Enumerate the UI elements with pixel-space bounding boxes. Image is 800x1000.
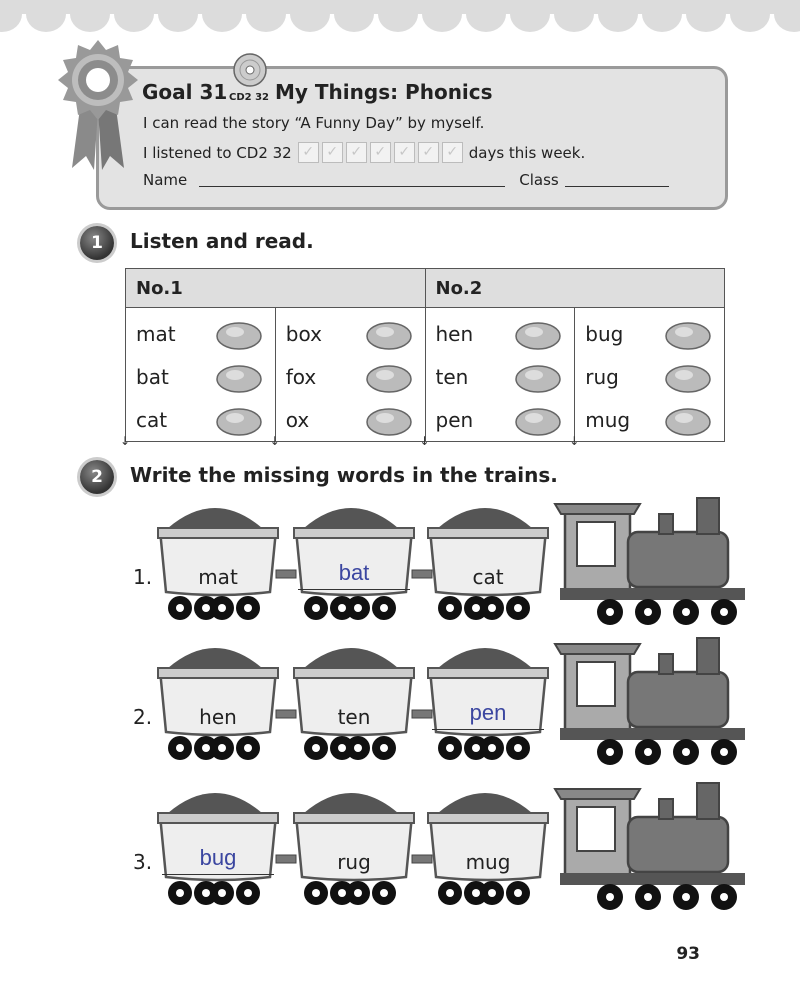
listening-suffix: days this week. (468, 143, 586, 162)
word-item (286, 312, 425, 355)
answer-text[interactable]: bat (338, 560, 370, 585)
word-text: pen (435, 407, 474, 432)
word-text: mug (585, 407, 631, 432)
word-item (286, 355, 425, 398)
word-text: ox (285, 407, 310, 432)
word-item (136, 312, 275, 355)
check-box[interactable]: ✓ (394, 142, 415, 163)
check-box[interactable]: ✓ (442, 142, 463, 163)
award-ribbon-icon (58, 38, 138, 178)
word-text: cat (136, 407, 168, 432)
cd-icon (232, 52, 268, 88)
goal-statement: I can read the story “A Funny Day” by myself. (143, 114, 485, 132)
word-item (136, 355, 275, 398)
word-text: box (285, 321, 322, 346)
word-text: bug (585, 321, 624, 346)
car-word: mug (465, 850, 511, 874)
bat-picture-icon (211, 357, 267, 397)
mug-picture-icon (660, 400, 716, 440)
train-number: 3. (133, 850, 153, 874)
word-column (569, 308, 725, 448)
class-label: Class (519, 171, 559, 189)
section-number: 1 (80, 226, 114, 260)
answer-line[interactable] (162, 874, 274, 875)
down-arrow-icon: ↓ (120, 434, 131, 448)
word-item (136, 398, 275, 441)
section-title: Write the missing words in the trains. (130, 463, 558, 487)
bug-picture-icon (660, 314, 716, 354)
mat-picture-icon (211, 314, 267, 354)
word-item (585, 312, 724, 355)
word-column (419, 308, 575, 448)
answer-line[interactable] (298, 589, 410, 590)
check-box[interactable]: ✓ (418, 142, 439, 163)
ten-picture-icon (510, 357, 566, 397)
answer-text[interactable]: pen (469, 700, 507, 725)
word-item (436, 312, 575, 355)
name-field[interactable] (199, 172, 505, 187)
car-word: hen (199, 705, 237, 729)
name-class-row (143, 171, 669, 189)
word-item (436, 398, 575, 441)
check-boxes (298, 142, 463, 163)
word-text: rug (585, 364, 619, 389)
down-arrow-icon: ↓ (269, 434, 280, 448)
word-text: mat (136, 321, 176, 346)
car-word: mat (198, 565, 238, 589)
page-title: My Things: Phonics (275, 80, 493, 104)
train-number: 2. (133, 705, 153, 729)
pen-picture-icon (510, 400, 566, 440)
table-header-no2: No.2 (425, 269, 725, 308)
hen-picture-icon (510, 314, 566, 354)
word-item (286, 398, 425, 441)
scalloped-border (0, 0, 800, 34)
answer-text[interactable]: bug (199, 845, 237, 870)
name-label: Name (143, 171, 188, 189)
ox-picture-icon (361, 400, 417, 440)
check-box[interactable]: ✓ (370, 142, 391, 163)
word-item (585, 398, 724, 441)
check-box[interactable]: ✓ (298, 142, 319, 163)
fox-picture-icon (361, 357, 417, 397)
class-field[interactable] (565, 172, 669, 187)
word-item (436, 355, 575, 398)
word-text: fox (285, 364, 317, 389)
word-column (120, 308, 276, 448)
word-item (585, 355, 724, 398)
answer-line[interactable] (432, 729, 544, 730)
check-box[interactable]: ✓ (322, 142, 343, 163)
cat-picture-icon (211, 400, 267, 440)
box-picture-icon (361, 314, 417, 354)
word-text: ten (435, 364, 469, 389)
car-word: cat (472, 565, 504, 589)
down-arrow-icon: ↓ (569, 434, 580, 448)
rug-picture-icon (660, 357, 716, 397)
word-text: hen (435, 321, 474, 346)
page-number: 93 (676, 944, 700, 964)
down-arrow-icon: ↓ (419, 434, 430, 448)
word-column (269, 308, 425, 448)
car-word: ten (337, 705, 371, 729)
train-number: 1. (133, 565, 153, 589)
section-title: Listen and read. (130, 229, 314, 253)
table-header-no1: No.1 (126, 269, 426, 308)
listening-label: I listened to CD2 32 (143, 143, 292, 162)
phonics-word-table (120, 268, 725, 448)
word-text: bat (136, 364, 169, 389)
section-number: 2 (80, 460, 114, 494)
listening-tracker (143, 142, 585, 163)
car-word: rug (337, 850, 371, 874)
cd-track-label: CD2 32 (229, 92, 269, 103)
goal-label: Goal 31 (142, 80, 228, 104)
check-box[interactable]: ✓ (346, 142, 367, 163)
